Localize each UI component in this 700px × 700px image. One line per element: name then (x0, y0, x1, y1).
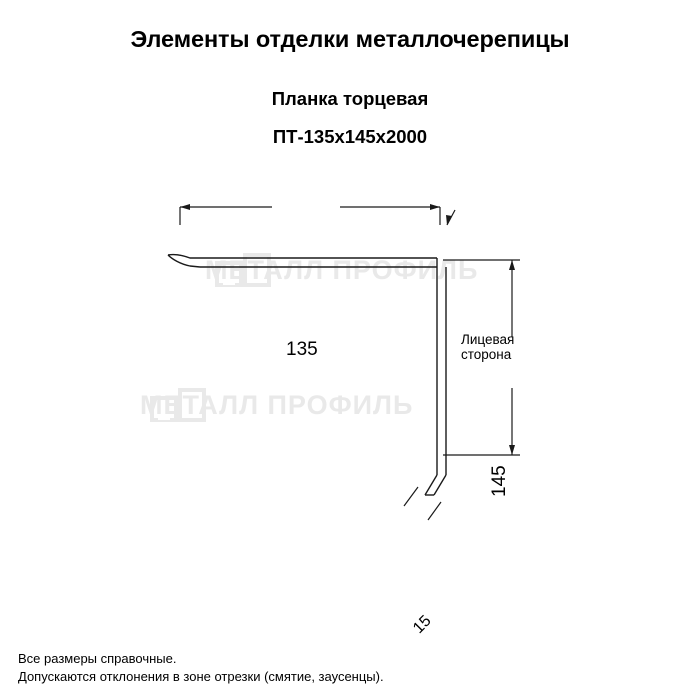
page-title: Элементы отделки металлочерепицы (130, 26, 570, 52)
dimension-label-hem: 15 (410, 612, 435, 638)
watermark-text: МЕТАЛЛ ПРОФИЛЬ (205, 255, 479, 285)
dimension-label-height: 145 (489, 465, 510, 497)
dimension-label-width: 135 (286, 339, 318, 360)
watermark-text: МЕТАЛЛ ПРОФИЛЬ (140, 390, 414, 420)
profile-top-edge (168, 255, 437, 258)
product-code: ПТ-135x145x2000 (272, 126, 428, 147)
product-name: Планка торцевая (271, 88, 429, 109)
footer-note (18, 650, 384, 686)
footer-line-1: Все размеры справочные. (18, 651, 177, 666)
face-side-label-line1: Лицевая (461, 332, 515, 347)
dim-ext-bottom-left (404, 487, 418, 506)
technical-drawing (0, 150, 700, 638)
face-side-label (461, 332, 514, 362)
dim-ext-bottom-right2 (428, 502, 441, 520)
face-side-label-line2: сторона (461, 347, 512, 362)
footer-line-2: Допускаются отклонения в зоне отрезки (смятие, заусенцы). (18, 669, 384, 684)
